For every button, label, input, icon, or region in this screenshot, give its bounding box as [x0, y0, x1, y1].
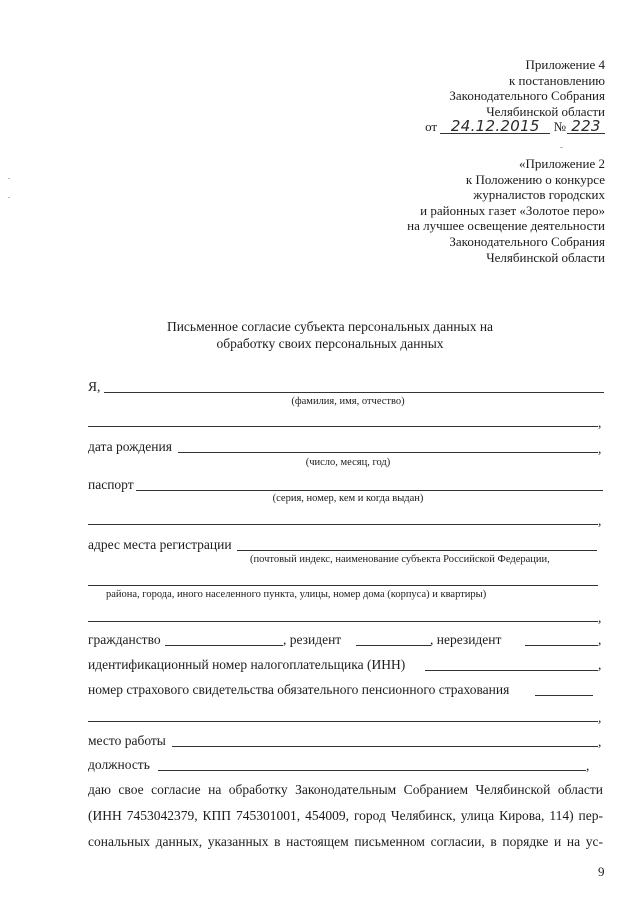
passport-row	[88, 476, 134, 494]
fio-input-line[interactable]	[104, 392, 604, 393]
address-hint-1: (почтовый индекс, наименование субъекта Российской Федерации,	[250, 554, 550, 565]
passport-label: паспорт	[88, 477, 134, 492]
inn-label: идентификационный номер налогоплательщика (ИНН)	[88, 657, 406, 672]
comma: ,	[598, 513, 602, 528]
consent-line: (ИНН 7453042379, КПП 745301001, 454009, город Челябинск, улица Кирова, 114) пер-	[88, 808, 603, 823]
annex2-line: журналистов городских	[473, 187, 605, 203]
birth-hint: (число, месяц, год)	[305, 457, 391, 468]
snils-label: номер страхового свидетельства обязательного пенсионного страхования	[88, 682, 510, 697]
comma: ,	[598, 441, 602, 456]
annex2-line: Законодательного Собрания	[449, 233, 605, 249]
comma: ,	[586, 758, 590, 773]
address-input-line[interactable]	[237, 550, 597, 551]
annex4-line: Приложение 4	[525, 57, 605, 72]
annex4-line: Челябинской области	[486, 103, 605, 119]
comma: ,	[598, 734, 602, 749]
date-prefix: от	[425, 119, 438, 135]
annex4-date-row	[425, 119, 605, 135]
resident-label: , резидент	[283, 632, 342, 647]
passport-hint: (серия, номер, кем и когда выдан)	[272, 493, 424, 504]
birth-row	[88, 438, 172, 456]
address-label: адрес места регистрации	[88, 537, 232, 552]
citizenship-input-line[interactable]	[165, 645, 283, 646]
handwritten-number: 223	[567, 119, 605, 134]
title-line: обработку своих персональных данных	[216, 336, 444, 351]
annex2-header	[407, 156, 605, 265]
comma: ,	[598, 415, 602, 430]
passport-continuation-line[interactable]	[88, 524, 598, 525]
comma: ,	[598, 632, 602, 647]
address-continuation-line-2[interactable]	[88, 621, 598, 622]
snils-input-line[interactable]	[535, 695, 593, 696]
document-title	[0, 318, 640, 352]
annex2-line: к Положению о конкурсе	[465, 171, 605, 187]
page-number: 9	[598, 864, 605, 879]
consent-paragraph	[88, 777, 603, 855]
birth-input-line[interactable]	[178, 452, 598, 453]
citizenship-label: гражданство	[88, 632, 161, 647]
inn-input-line[interactable]	[425, 670, 598, 671]
work-label: место работы	[88, 733, 166, 748]
annex4-header	[425, 57, 605, 135]
annex4-line: Законодательного Собрания	[449, 88, 605, 104]
fio-hint: (фамилия, имя, отчество)	[291, 396, 405, 407]
work-input-line[interactable]	[172, 746, 598, 747]
nonresident-label: , нерезидент	[430, 632, 502, 647]
annex2-line: и районных газет «Золотое перо»	[420, 202, 605, 218]
annex2-line: на лучшее освещение деятельности	[407, 218, 605, 234]
position-input-line[interactable]	[158, 770, 586, 771]
comma: ,	[598, 657, 602, 672]
i-label: Я,	[88, 379, 101, 394]
fio-row	[88, 378, 100, 396]
resident-input-line[interactable]	[356, 645, 431, 646]
scan-speck	[560, 147, 563, 148]
passport-input-line[interactable]	[136, 490, 603, 491]
comma: ,	[598, 710, 602, 725]
number-prefix: №	[553, 119, 566, 135]
address-hint-2: района, города, иного населенного пункта, улицы, номер дома (корпуса) и квартиры)	[106, 589, 487, 600]
snils-continuation-line[interactable]	[88, 721, 598, 722]
comma: ,	[598, 610, 602, 625]
title-line: Письменное согласие субъекта персональных данных на	[166, 319, 494, 334]
birth-label: дата рождения	[88, 439, 172, 454]
fio-continuation-line[interactable]	[88, 426, 598, 427]
annex4-line: к постановлению	[508, 72, 605, 88]
address-continuation-line[interactable]	[88, 585, 598, 586]
handwritten-date: 24.12.2015	[440, 119, 550, 134]
scan-speck	[8, 197, 10, 198]
nonresident-input-line[interactable]	[525, 645, 598, 646]
consent-line: сональных данных, указанных в настоящем письменном согласии, в порядке и на ус-	[88, 834, 603, 849]
position-label: должность	[88, 757, 150, 772]
annex2-line: «Приложение 2	[518, 156, 605, 171]
scan-speck	[8, 178, 10, 179]
address-row	[88, 536, 232, 554]
annex2-line: Челябинской области	[486, 249, 605, 265]
consent-line: даю свое согласие на обработку Законодательным Собранием Челябинской области	[88, 782, 603, 797]
